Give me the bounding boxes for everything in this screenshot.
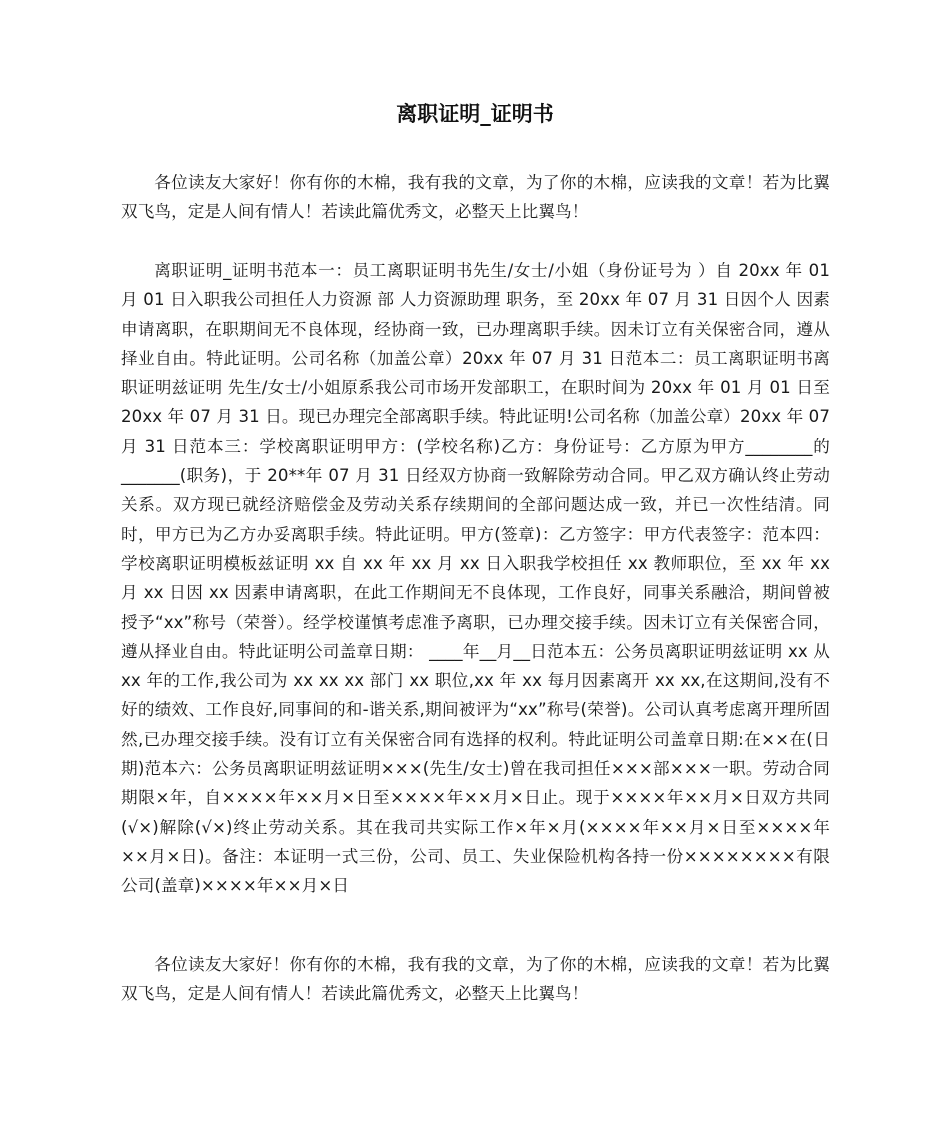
body-paragraph: 离职证明_证明书范本一：员工离职证明书先生/女士/小姐（身份证号为 ）自 20xx 年 01 月 01 日入职我公司担任人力资源 部 人力资源助理 职务，至 20xx 年 07 月 31 日因个人 因素申请离职，在职期间无不良体现，经协商一致，已办理离职手续。因未订立有关保密合同，遵从择业自由。特此证明。公司名称（加盖公章）20xx 年 07 月 31 日范本二：员工离职证明书离职证明兹证明 先生/女士/小姐原系我公司市场开发部职工，在职时间为 20xx 年 01 月 01 日至 20xx 年 07 月 31 日。现已办理完全部离职手续。特此证明!公司名称（加盖公章）20xx 年 07 月 31 日范本三：学校离职证明甲方：(学校名称)乙方：身份证号：乙方原为甲方________的_______(职务)，于 20**年 07 月 31 日经双方协商一致解除劳动合同。甲乙双方确认终止劳动关系。双方现已就经济赔偿金及劳动关系存续期间的全部问题达成一致，并已一次性结清。同时，甲方已为乙方办妥离职手续。特此证明。甲方(签章)：乙方签字：甲方代表签字：范本四：学校离职证明模板兹证明 xx 自 xx 年 xx 月 xx 日入职我学校担任 xx 教师职位，至 xx 年 xx 月 xx 日因 xx 因素申请离职，在此工作期间无不良体现，工作良好，同事关系融洽，期间曾被授予“xx”称号（荣誉）。经学校谨慎考虑准予离职，已办理交接手续。因未订立有关保密合同，遵从择业自由。特此证明公司盖章日期： ____年__月__日范本五：公务员离职证明兹证明 xx 从 xx 年的工作,我公司为 xx xx xx 部门 xx 职位,xx 年 xx 每月因素离开 xx xx,在这期间,没有不好的绩效、工作良好,同事间的和-谐关系,期间被评为“xx”称号(荣誉)。公司认真考虑离开理所固然,已办理交接手续。没有订立有关保密合同有选择的权利。特此证明公司盖章日期:在××在(日期)范本六：公务员离职证明兹证明×××(先生/女士)曾在我司担任×××部×××一职。劳动合同期限×年，自××××年××月×日至××××年××月×日止。现于××××年××月×日双方共同(√×)解除(√×)终止劳动关系。其在我司共实际工作×年×月(××××年××月×日至××××年××月×日)。备注：本证明一式三份，公司、员工、失业保险机构各持一份××××××××有限公司(盖章)××××年××月×日: [121, 261, 830, 896]
document-title: 离职证明_证明书: [396, 102, 554, 126]
intro-paragraph: 各位读友大家好！你有你的木棉，我有我的文章，为了你的木棉，应读我的文章！若为比翼双飞鸟，定是人间有情人！若读此篇优秀文，必整天上比翼鸟！: [121, 173, 830, 222]
outro-paragraph: 各位读友大家好！你有你的木棉，我有我的文章，为了你的木棉，应读我的文章！若为比翼双飞鸟，定是人间有情人！若读此篇优秀文，必整天上比翼鸟！: [121, 955, 830, 1004]
